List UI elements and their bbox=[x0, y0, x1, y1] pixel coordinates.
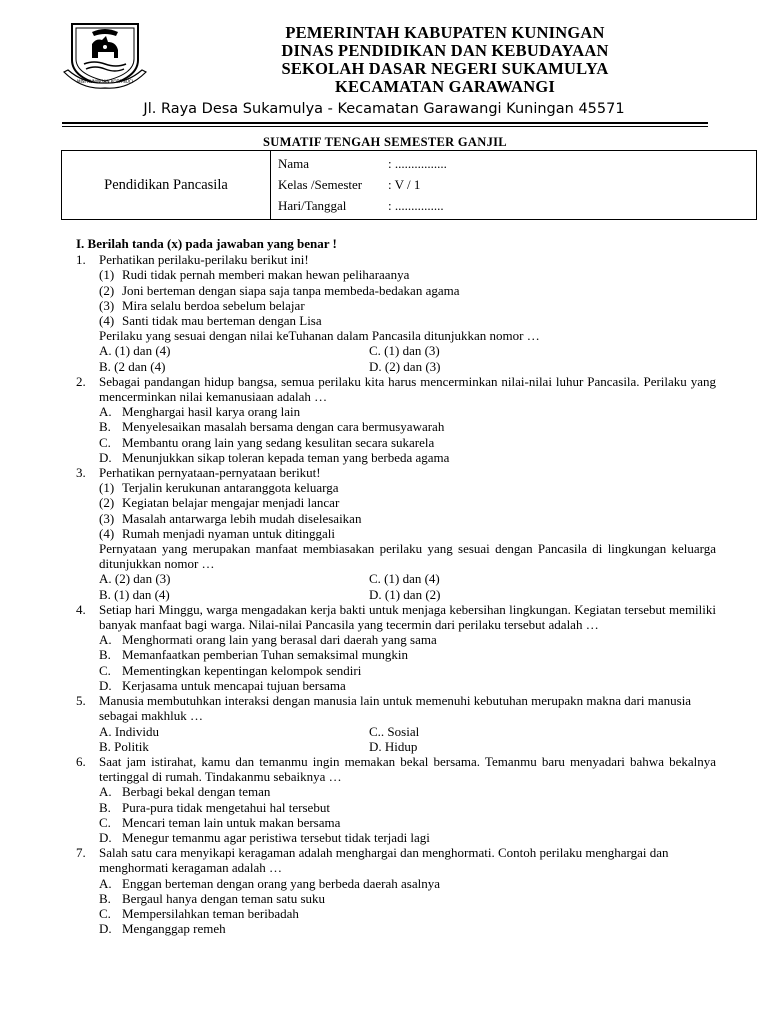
statement-item bbox=[99, 283, 716, 298]
student-info-box bbox=[61, 150, 757, 220]
option-b[interactable] bbox=[99, 419, 716, 434]
option-row bbox=[99, 571, 716, 586]
option-row bbox=[99, 359, 716, 374]
option-row bbox=[99, 587, 716, 602]
option-text: Pura-pura tidak mengetahui hal tersebut bbox=[122, 799, 330, 815]
question-prompt: Pernyataan yang merupakan manfaat membiasakan perilaku yang sesuai dengan Pancasila di lingkungan keluarga ditunjukkan nomor … bbox=[99, 541, 716, 572]
question-number: 4. bbox=[76, 601, 86, 617]
option-b[interactable] bbox=[99, 891, 716, 906]
statement-text: Rudi tidak pernah memberi makan hewan peliharaanya bbox=[122, 267, 410, 283]
statement-number: (1) bbox=[99, 267, 115, 283]
question-6 bbox=[76, 754, 716, 845]
statement-number: (4) bbox=[99, 313, 115, 329]
statement-text: Joni berteman dengan siapa saja tanpa membeda-bedakan agama bbox=[122, 282, 460, 298]
header-line-district: KECAMATAN GARAWANGI bbox=[335, 77, 555, 96]
question-number: 7. bbox=[76, 845, 86, 861]
option-a[interactable] bbox=[99, 784, 716, 799]
question-number: 6. bbox=[76, 753, 86, 769]
option-letter: C. bbox=[99, 434, 111, 450]
info-label: Nama bbox=[278, 156, 310, 171]
option-text: Menegur temanmu agar peristiwa tersebut tidak terjadi lagi bbox=[122, 829, 430, 845]
option-text: Enggan berteman dengan orang yang berbeda daerah asalnya bbox=[122, 875, 440, 891]
question-7 bbox=[76, 845, 716, 936]
option-a[interactable] bbox=[99, 876, 716, 891]
header-divider-thick bbox=[62, 122, 708, 124]
option-d[interactable] bbox=[99, 678, 716, 693]
option-letter: D. bbox=[99, 829, 112, 845]
question-number: 5. bbox=[76, 693, 86, 709]
option-letter: D. bbox=[99, 921, 112, 937]
option-a[interactable]: A. (2) dan (3) bbox=[99, 571, 171, 587]
school-address: Jl. Raya Desa Sukamulya - Kecamatan Garawangi Kuningan 45571 bbox=[143, 101, 625, 117]
statement-number: (2) bbox=[99, 495, 115, 511]
option-b[interactable]: B. (2 dan (4) bbox=[99, 358, 166, 374]
statement-number: (4) bbox=[99, 525, 115, 541]
option-text: Menyelesaikan masalah bersama dengan cara bermusyawarah bbox=[122, 419, 445, 435]
question-number: 2. bbox=[76, 373, 86, 389]
option-letter: B. bbox=[99, 419, 111, 435]
statement-item bbox=[99, 313, 716, 328]
statement-item bbox=[99, 267, 716, 282]
option-c[interactable] bbox=[99, 663, 716, 678]
option-c[interactable]: C. (1) dan (3) bbox=[369, 343, 440, 359]
option-a[interactable]: A. (1) dan (4) bbox=[99, 343, 171, 359]
option-letter: C. bbox=[99, 814, 111, 830]
option-letter: B. bbox=[99, 890, 111, 906]
option-text: Membantu orang lain yang sedang kesulitan secara sukarela bbox=[122, 434, 435, 450]
statement-number: (3) bbox=[99, 297, 115, 313]
question-intro: Perhatikan pernyataan-pernyataan berikut! bbox=[99, 465, 321, 481]
option-letter: D. bbox=[99, 677, 112, 693]
statement-text: Santi tidak mau berteman dengan Lisa bbox=[122, 313, 322, 329]
option-d[interactable]: D. (2) dan (3) bbox=[369, 358, 441, 374]
option-text: Mencari teman lain untuk makan bersama bbox=[122, 814, 341, 830]
exam-title: SUMATIF TENGAH SEMESTER GANJIL bbox=[263, 135, 507, 149]
header-line-government: PEMERINTAH KABUPATEN KUNINGAN bbox=[285, 23, 605, 42]
question-1 bbox=[76, 252, 716, 374]
subject-name: Pendidikan Pancasila bbox=[62, 151, 271, 219]
statement-item bbox=[99, 511, 716, 526]
info-label: Kelas /Semester bbox=[278, 177, 363, 192]
option-text: Mempersilahkan teman beribadah bbox=[122, 905, 299, 921]
option-d[interactable] bbox=[99, 921, 716, 936]
option-text: Menganggap remeh bbox=[122, 921, 226, 937]
question-text: Salah satu cara menyikapi keragaman adalah menghargai dan menghormati. Contoh perilaku menghargai dan menghormati keragaman adalah … bbox=[99, 845, 669, 876]
option-row bbox=[99, 739, 716, 754]
question-number: 1. bbox=[76, 252, 86, 268]
option-text: Menghargai hasil karya orang lain bbox=[122, 404, 301, 420]
info-value: : ................ bbox=[388, 156, 447, 171]
question-3 bbox=[76, 465, 716, 602]
statement-item bbox=[99, 495, 716, 510]
option-text: Menghormati orang lain yang berasal dari daerah yang sama bbox=[122, 632, 437, 648]
option-text: Memanfaatkan pemberian Tuhan semaksimal mungkin bbox=[122, 647, 408, 663]
emblem-motto: MISI KUNINGAN KOTA SUCI bbox=[77, 79, 133, 84]
option-text: Menunjukkan sikap toleran kepada teman yang berbeda agama bbox=[122, 449, 450, 465]
option-d[interactable]: D. Hidup bbox=[369, 738, 418, 754]
option-text: Bergaul hanya dengan teman satu suku bbox=[122, 890, 326, 906]
statement-number: (3) bbox=[99, 510, 115, 526]
option-letter: B. bbox=[99, 799, 111, 815]
header-line-department: DINAS PENDIDIKAN DAN KEBUDAYAAN bbox=[281, 41, 609, 60]
info-value: : V / 1 bbox=[388, 177, 421, 192]
statement-text: Rumah menjadi nyaman untuk ditinggali bbox=[122, 525, 336, 541]
option-text: Berbagi bekal dengan teman bbox=[122, 784, 271, 800]
question-number: 3. bbox=[76, 465, 86, 481]
option-b[interactable]: B. Politik bbox=[99, 738, 149, 754]
statement-number: (2) bbox=[99, 282, 115, 298]
option-row bbox=[99, 724, 716, 739]
statement-item bbox=[99, 526, 716, 541]
letterhead bbox=[150, 24, 740, 96]
option-letter: A. bbox=[99, 404, 112, 420]
option-row bbox=[99, 343, 716, 358]
statement-text: Kegiatan belajar mengajar menjadi lancar bbox=[122, 495, 340, 511]
question-intro: Perhatikan perilaku-perilaku berikut ini! bbox=[99, 252, 309, 268]
header-line-school: SEKOLAH DASAR NEGERI SUKAMULYA bbox=[281, 59, 609, 78]
option-c[interactable]: C.. Sosial bbox=[369, 723, 420, 739]
option-a[interactable] bbox=[99, 632, 716, 647]
question-text: Sebagai pandangan hidup bangsa, semua perilaku kita harus mencerminkan nilai-nilai luhur Pancasila. Perilaku yang mencerminkan nilai kemanusiaan adalah … bbox=[99, 373, 716, 405]
option-a[interactable] bbox=[99, 404, 716, 419]
question-text: Setiap hari Minggu, warga mengadakan kerja bakti untuk menjaga kebersihan lingkungan. Kegiatan tersebut memiliki banyak manfaat bagi warga. Nilai-nilai Pancasila yang tecermin dari perilaku tersebut adalah … bbox=[99, 601, 716, 633]
header-divider-thin bbox=[62, 126, 708, 127]
option-letter: B. bbox=[99, 647, 111, 663]
option-letter: C. bbox=[99, 905, 111, 921]
option-c[interactable] bbox=[99, 435, 716, 450]
option-d[interactable] bbox=[99, 450, 716, 465]
option-c[interactable]: C. (1) dan (4) bbox=[369, 571, 440, 587]
question-prompt: Perilaku yang sesuai dengan nilai keTuhanan dalam Pancasila ditunjukkan nomor … bbox=[99, 328, 540, 344]
question-text: Manusia membutuhkan interaksi dengan manusia lain untuk memenuhi kebutuhan merupakn makna dari manusia sebagai makhluk … bbox=[99, 693, 692, 724]
statement-text: Mira selalu berdoa sebelum belajar bbox=[122, 297, 305, 313]
option-letter: C. bbox=[99, 662, 111, 678]
option-b[interactable]: B. (1) dan (4) bbox=[99, 586, 170, 602]
question-5 bbox=[76, 693, 716, 754]
option-b[interactable] bbox=[99, 800, 716, 815]
question-text: Saat jam istirahat, kamu dan temanmu ingin memakan bekal bersama. Temanmu baru menyadari bahwa bekalnya tertinggal di rumah. Tindakanmu sebaiknya … bbox=[99, 753, 716, 785]
statement-item bbox=[99, 480, 716, 495]
info-value: : ............... bbox=[388, 198, 444, 213]
option-letter: A. bbox=[99, 632, 112, 648]
option-d[interactable] bbox=[99, 830, 716, 845]
option-text: Kerjasama untuk mencapai tujuan bersama bbox=[122, 677, 346, 693]
statement-number: (1) bbox=[99, 480, 115, 496]
kuningan-regency-emblem-icon bbox=[62, 20, 148, 90]
statement-text: Terjalin kerukunan antaranggota keluarga bbox=[122, 480, 339, 496]
option-letter: A. bbox=[99, 784, 112, 800]
option-b[interactable] bbox=[99, 647, 716, 662]
statement-item bbox=[99, 298, 716, 313]
option-d[interactable]: D. (1) dan (2) bbox=[369, 586, 441, 602]
option-c[interactable] bbox=[99, 906, 716, 921]
option-text: Mementingkan kepentingan kelompok sendiri bbox=[122, 662, 362, 678]
option-a[interactable]: A. Individu bbox=[99, 723, 159, 739]
section-instruction: I. Berilah tanda (x) pada jawaban yang benar ! bbox=[76, 236, 337, 251]
info-label: Hari/Tanggal bbox=[278, 198, 347, 213]
option-c[interactable] bbox=[99, 815, 716, 830]
option-letter: D. bbox=[99, 449, 112, 465]
option-letter: A. bbox=[99, 875, 112, 891]
question-list bbox=[76, 236, 716, 936]
question-2 bbox=[76, 374, 716, 465]
question-4 bbox=[76, 602, 716, 693]
statement-text: Masalah antarwarga lebih mudah diselesaikan bbox=[122, 510, 362, 526]
